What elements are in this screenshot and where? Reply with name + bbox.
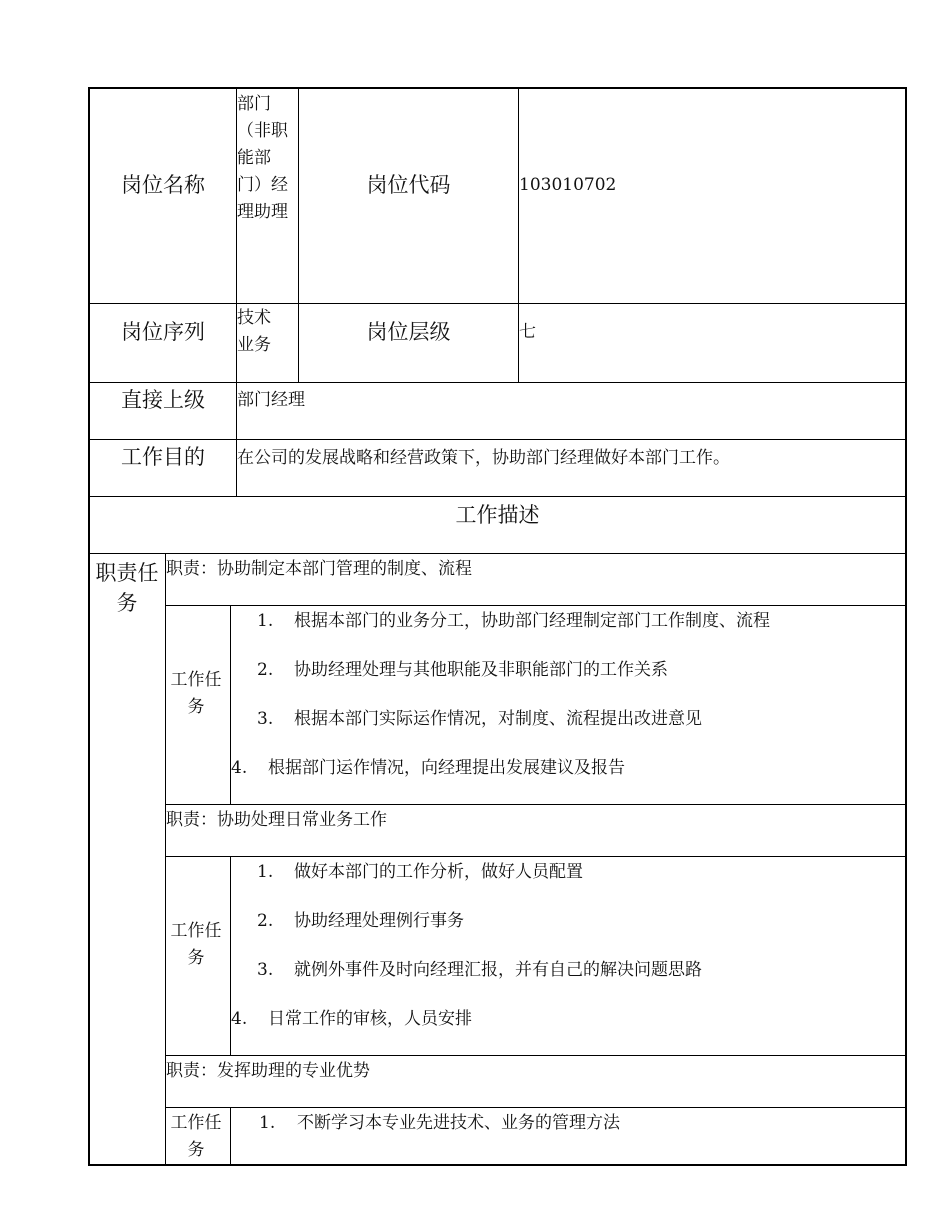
row-divider <box>88 382 907 383</box>
row-divider <box>88 303 907 304</box>
task-number: 1. <box>257 611 274 631</box>
table-border-top <box>88 87 907 89</box>
row-divider <box>165 1107 907 1108</box>
task-number: 2. <box>257 911 274 931</box>
table-border-left <box>88 87 90 1166</box>
post-seq-value: 技术业务 <box>237 308 271 355</box>
superior-value: 部门经理 <box>237 390 305 410</box>
purpose-label: 工作目的 <box>121 445 205 469</box>
task-text: 根据本部门实际运作情况，对制度、流程提出改进意见 <box>294 709 702 729</box>
row-divider <box>165 804 907 805</box>
row-divider <box>88 553 907 554</box>
duty-title: 职责：协助处理日常业务工作 <box>166 810 387 830</box>
post-level-value: 七 <box>519 322 536 342</box>
task-number: 3. <box>257 960 274 980</box>
task-label: 工作任务 <box>170 921 222 968</box>
task-label: 工作任务 <box>170 1113 222 1160</box>
row-divider <box>88 496 907 497</box>
duty-label: 职责任务 <box>95 561 159 615</box>
post-name-value: 部门（非职能部门）经理助理 <box>237 94 288 222</box>
task-text: 不断学习本专业先进技术、业务的管理方法 <box>297 1113 620 1133</box>
description-title: 工作描述 <box>455 503 540 527</box>
row-divider <box>165 605 907 606</box>
task-text: 日常工作的审核，人员安排 <box>268 1009 472 1029</box>
row-divider <box>165 1055 907 1056</box>
task-text: 就例外事件及时向经理汇报，并有自己的解决问题思路 <box>294 960 702 980</box>
task-text: 根据部门运作情况，向经理提出发展建议及报告 <box>268 758 625 778</box>
row-divider <box>165 856 907 857</box>
task-number: 4. <box>231 758 248 778</box>
task-text: 协助经理处理与其他职能及非职能部门的工作关系 <box>294 660 668 680</box>
task-number: 3. <box>257 709 274 729</box>
table-border-bottom <box>88 1164 907 1166</box>
task-number: 1. <box>257 862 274 882</box>
task-number: 2. <box>257 660 274 680</box>
col-divider <box>230 1107 231 1166</box>
post-code-value: 103010702 <box>519 175 617 195</box>
post-seq-label: 岗位序列 <box>121 320 205 344</box>
post-code-label: 岗位代码 <box>366 173 451 197</box>
task-number: 1. <box>259 1113 276 1133</box>
duty-title: 职责：协助制定本部门管理的制度、流程 <box>166 559 472 579</box>
row-divider <box>88 439 907 440</box>
duty-title: 职责：发挥助理的专业优势 <box>166 1061 370 1081</box>
task-text: 根据本部门的业务分工，协助部门经理制定部门工作制度、流程 <box>294 611 770 631</box>
post-name-label: 岗位名称 <box>121 173 205 197</box>
post-level-label: 岗位层级 <box>366 320 451 344</box>
table-border-right <box>905 87 907 1166</box>
task-text: 协助经理处理例行事务 <box>294 911 464 931</box>
purpose-value: 在公司的发展战略和经营政策下，协助部门经理做好本部门工作。 <box>237 448 730 468</box>
task-number: 4. <box>231 1009 248 1029</box>
superior-label: 直接上级 <box>121 388 205 412</box>
task-label: 工作任务 <box>170 670 222 717</box>
task-text: 做好本部门的工作分析，做好人员配置 <box>294 862 583 882</box>
